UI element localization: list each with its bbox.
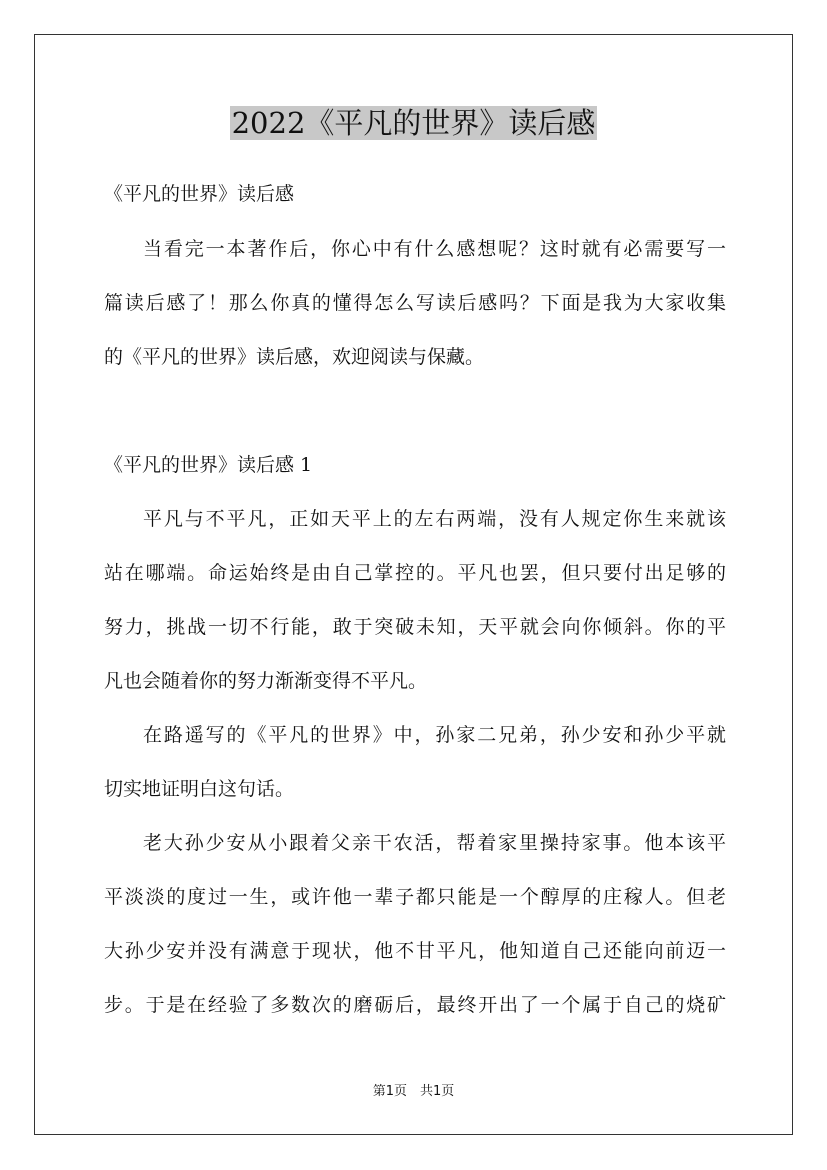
paragraph-line: 切实地证明白这句话。 [104,778,295,800]
paragraph-line: 老大孙少安从小跟着父亲干农活，帮着家里操持家事。他本该平 [143,832,726,854]
subtitle-line: 《平凡的世界》读后感 [104,183,295,205]
paragraph-line: 的《平凡的世界》读后感，欢迎阅读与保藏。 [104,346,485,368]
paragraph-line: 站在哪端。命运始终是由自己掌控的。平凡也罢，但只要付出足够的 [104,562,726,584]
paragraph-line: 平凡与不平凡，正如天平上的左右两端，没有人规定你生来就该 [143,508,726,530]
paragraph-line: 步。于是在经验了多数次的磨砺后，最终开出了一个属于自己的烧矿 [104,994,726,1016]
paragraph-line: 平淡淡的度过一生，或许他一辈子都只能是一个醇厚的庄稼人。但老 [104,886,726,908]
document-title: 2022《平凡的世界》读后感 [231,106,596,140]
page-number: 第1页 共1页 [372,1084,455,1099]
paragraph-line: 大孙少安并没有满意于现状，他不甘平凡，他知道自己还能向前迈一 [104,940,726,962]
paragraph-line: 当看完一本著作后，你心中有什么感想呢？这时就有必需要写一 [143,238,726,260]
section-heading: 《平凡的世界》读后感 1 [104,454,313,476]
paragraph-line: 努力，挑战一切不行能，敢于突破未知，天平就会向你倾斜。你的平 [104,616,726,638]
paragraph-line: 篇读后感了！那么你真的懂得怎么写读后感吗？下面是我为大家收集 [104,292,726,314]
paragraph-line: 凡也会随着你的努力渐渐变得不平凡。 [104,670,428,692]
paragraph-line: 在路遥写的《平凡的世界》中，孙家二兄弟，孙少安和孙少平就 [143,724,726,746]
